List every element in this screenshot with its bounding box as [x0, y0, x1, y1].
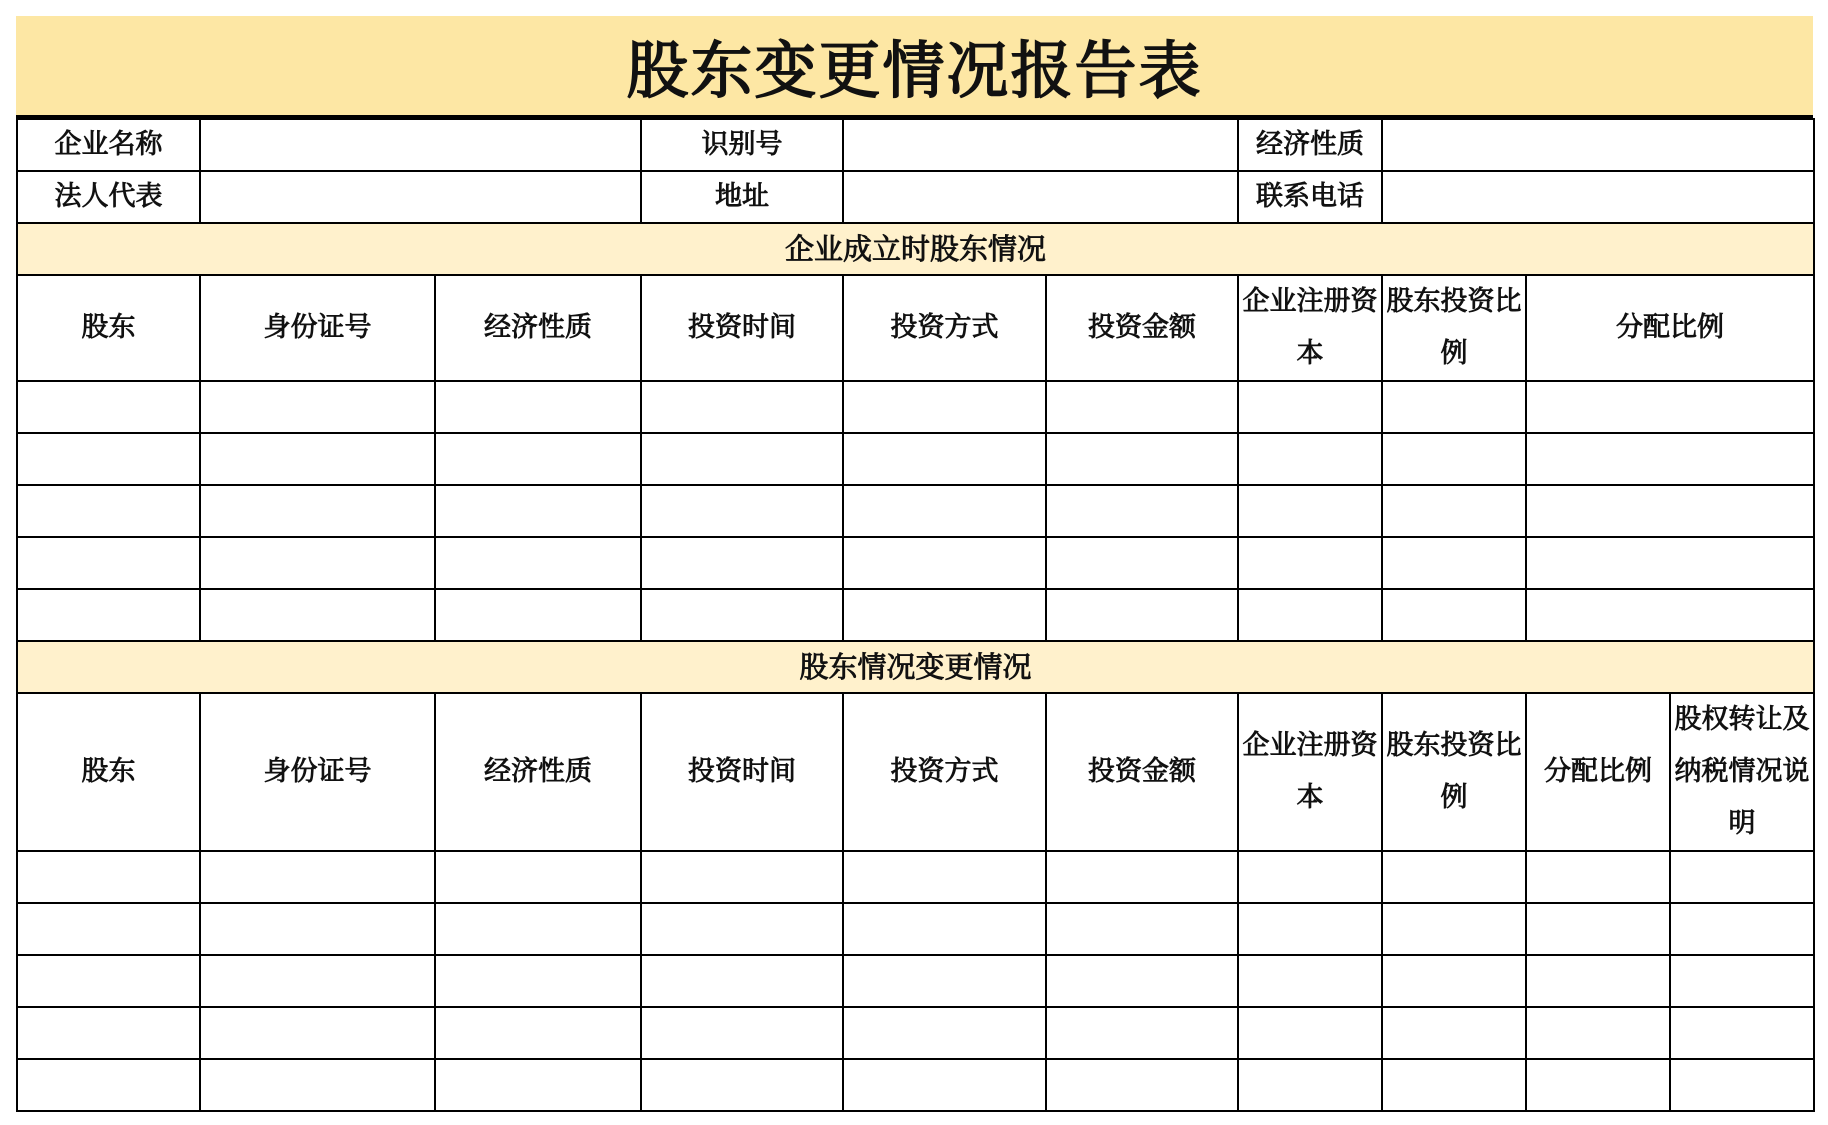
s2-cell[interactable]: [200, 903, 435, 955]
s1-cell[interactable]: [1382, 589, 1526, 641]
s2-cell[interactable]: [1238, 955, 1382, 1007]
s1-cell[interactable]: [435, 433, 641, 485]
s2-cell[interactable]: [1382, 1007, 1526, 1059]
s2-cell[interactable]: [435, 851, 641, 903]
s2-cell[interactable]: [1046, 903, 1238, 955]
input-company-name[interactable]: [200, 119, 641, 171]
s2-col-registered-capital: 企业注册资本: [1238, 693, 1382, 851]
s1-table-row: [17, 589, 1814, 641]
s1-col-invest-time: 投资时间: [641, 275, 843, 381]
s2-col-invest-ratio: 股东投资比例: [1382, 693, 1526, 851]
label-address: 地址: [641, 171, 843, 223]
s2-col-invest-amount: 投资金额: [1046, 693, 1238, 851]
label-company-name: 企业名称: [17, 119, 200, 171]
s2-cell[interactable]: [1670, 903, 1814, 955]
s1-cell[interactable]: [1238, 485, 1382, 537]
s1-col-shareholder: 股东: [17, 275, 200, 381]
s1-cell[interactable]: [200, 589, 435, 641]
s2-cell[interactable]: [1670, 955, 1814, 1007]
s2-cell[interactable]: [1670, 1007, 1814, 1059]
s1-col-id-number: 身份证号: [200, 275, 435, 381]
s1-table-row: [17, 485, 1814, 537]
s1-cell[interactable]: [843, 433, 1046, 485]
label-legal-rep: 法人代表: [17, 171, 200, 223]
s1-cell[interactable]: [641, 433, 843, 485]
info-row-2: [17, 171, 1814, 223]
s1-cell[interactable]: [1046, 485, 1238, 537]
s2-cell[interactable]: [1382, 955, 1526, 1007]
s1-cell[interactable]: [1382, 485, 1526, 537]
s1-table-row: [17, 537, 1814, 589]
s1-col-distribution-ratio: 分配比例: [1526, 275, 1814, 381]
s1-cell[interactable]: [1046, 381, 1238, 433]
s2-cell[interactable]: [1238, 851, 1382, 903]
s2-table-row: [17, 1059, 1814, 1111]
s2-cell[interactable]: [1238, 1007, 1382, 1059]
s2-cell[interactable]: [17, 903, 200, 955]
s2-cell[interactable]: [435, 903, 641, 955]
s1-cell[interactable]: [1526, 433, 1814, 485]
s2-cell[interactable]: [1238, 1059, 1382, 1111]
s2-col-invest-time: 投资时间: [641, 693, 843, 851]
s1-col-invest-method: 投资方式: [843, 275, 1046, 381]
s2-cell[interactable]: [17, 1007, 200, 1059]
s2-col-distribution-ratio: 分配比例: [1526, 693, 1670, 851]
s2-cell[interactable]: [1670, 851, 1814, 903]
s2-table-row: [17, 1007, 1814, 1059]
s2-col-transfer-tax-notes: 股权转让及纳税情况说明: [1670, 693, 1814, 851]
s2-cell[interactable]: [1526, 1059, 1670, 1111]
s1-cell[interactable]: [1046, 537, 1238, 589]
s2-cell[interactable]: [1046, 851, 1238, 903]
s2-cell[interactable]: [1526, 1007, 1670, 1059]
s1-cell[interactable]: [17, 537, 200, 589]
s2-cell[interactable]: [200, 955, 435, 1007]
s1-cell[interactable]: [1238, 537, 1382, 589]
s1-cell[interactable]: [1526, 589, 1814, 641]
s2-cell[interactable]: [641, 1059, 843, 1111]
s2-cell[interactable]: [843, 955, 1046, 1007]
s1-cell[interactable]: [1526, 381, 1814, 433]
input-phone[interactable]: [1382, 171, 1814, 223]
s1-cell[interactable]: [435, 381, 641, 433]
s1-cell[interactable]: [1046, 589, 1238, 641]
s2-col-id-number: 身份证号: [200, 693, 435, 851]
s2-cell[interactable]: [1382, 851, 1526, 903]
s1-cell[interactable]: [200, 433, 435, 485]
s1-cell[interactable]: [200, 485, 435, 537]
s2-cell[interactable]: [1046, 1007, 1238, 1059]
s1-cell[interactable]: [1526, 485, 1814, 537]
s2-cell[interactable]: [435, 1007, 641, 1059]
s2-col-shareholder: 股东: [17, 693, 200, 851]
s1-cell[interactable]: [641, 381, 843, 433]
s2-cell[interactable]: [1238, 903, 1382, 955]
s1-col-invest-ratio: 股东投资比例: [1382, 275, 1526, 381]
s1-col-economic-nature: 经济性质: [435, 275, 641, 381]
s1-cell[interactable]: [1046, 433, 1238, 485]
s1-cell[interactable]: [435, 589, 641, 641]
report-sheet: [16, 16, 1813, 1112]
s1-cell[interactable]: [843, 589, 1046, 641]
s2-cell[interactable]: [200, 1059, 435, 1111]
s1-cell[interactable]: [200, 381, 435, 433]
section-2-header: [17, 641, 1814, 693]
s2-cell[interactable]: [1382, 1059, 1526, 1111]
s1-cell[interactable]: [1238, 381, 1382, 433]
section-1-title: 企业成立时股东情况: [17, 223, 1814, 275]
s1-cell[interactable]: [1238, 433, 1382, 485]
input-legal-rep[interactable]: [200, 171, 641, 223]
s2-col-invest-method: 投资方式: [843, 693, 1046, 851]
s2-cell[interactable]: [1046, 955, 1238, 1007]
s1-cell[interactable]: [1238, 589, 1382, 641]
s1-table-row: [17, 381, 1814, 433]
s2-cell[interactable]: [1382, 903, 1526, 955]
section-2-rows: [17, 851, 1814, 1111]
s1-col-registered-capital: 企业注册资本: [1238, 275, 1382, 381]
s2-cell[interactable]: [17, 1059, 200, 1111]
info-row-1: [17, 119, 1814, 171]
s1-cell[interactable]: [1382, 537, 1526, 589]
s2-cell[interactable]: [843, 1059, 1046, 1111]
s2-cell[interactable]: [435, 955, 641, 1007]
input-address[interactable]: [843, 171, 1238, 223]
s2-cell[interactable]: [200, 851, 435, 903]
s1-cell[interactable]: [641, 485, 843, 537]
s2-cell[interactable]: [641, 903, 843, 955]
label-economic-nature: 经济性质: [1238, 119, 1382, 171]
s1-cell[interactable]: [435, 485, 641, 537]
s1-cell[interactable]: [641, 589, 843, 641]
section-2-column-headers: [17, 693, 1814, 851]
s2-cell[interactable]: [843, 851, 1046, 903]
s1-cell[interactable]: [200, 537, 435, 589]
s2-cell[interactable]: [17, 851, 200, 903]
section-1-column-headers: [17, 275, 1814, 381]
s1-cell[interactable]: [17, 589, 200, 641]
section-1-header: [17, 223, 1814, 275]
s1-cell[interactable]: [1526, 537, 1814, 589]
s1-cell[interactable]: [17, 485, 200, 537]
input-id-number[interactable]: [843, 119, 1238, 171]
s1-cell[interactable]: [1382, 433, 1526, 485]
s2-table-row: [17, 903, 1814, 955]
s1-cell[interactable]: [843, 537, 1046, 589]
s2-table-row: [17, 955, 1814, 1007]
s2-cell[interactable]: [843, 903, 1046, 955]
s2-cell[interactable]: [641, 1007, 843, 1059]
section-1-rows: [17, 381, 1814, 641]
page-title: 股东变更情况报告表: [16, 16, 1813, 118]
s1-cell[interactable]: [843, 381, 1046, 433]
s2-cell[interactable]: [641, 851, 843, 903]
s2-col-economic-nature: 经济性质: [435, 693, 641, 851]
s2-cell[interactable]: [1670, 1059, 1814, 1111]
s1-cell[interactable]: [1382, 381, 1526, 433]
s1-cell[interactable]: [17, 381, 200, 433]
s2-cell[interactable]: [1526, 955, 1670, 1007]
s2-cell[interactable]: [641, 955, 843, 1007]
s1-cell[interactable]: [435, 537, 641, 589]
s2-cell[interactable]: [17, 955, 200, 1007]
report-table: [16, 118, 1815, 1112]
s2-cell[interactable]: [435, 1059, 641, 1111]
s2-table-row: [17, 851, 1814, 903]
s1-col-invest-amount: 投资金额: [1046, 275, 1238, 381]
s1-cell[interactable]: [843, 485, 1046, 537]
s1-cell[interactable]: [17, 433, 200, 485]
label-id-number: 识别号: [641, 119, 843, 171]
s2-cell[interactable]: [1526, 903, 1670, 955]
s2-cell[interactable]: [843, 1007, 1046, 1059]
section-2-title: 股东情况变更情况: [17, 641, 1814, 693]
input-economic-nature[interactable]: [1382, 119, 1814, 171]
s2-cell[interactable]: [1526, 851, 1670, 903]
s2-cell[interactable]: [1046, 1059, 1238, 1111]
label-phone: 联系电话: [1238, 171, 1382, 223]
s1-table-row: [17, 433, 1814, 485]
s1-cell[interactable]: [641, 537, 843, 589]
s2-cell[interactable]: [200, 1007, 435, 1059]
